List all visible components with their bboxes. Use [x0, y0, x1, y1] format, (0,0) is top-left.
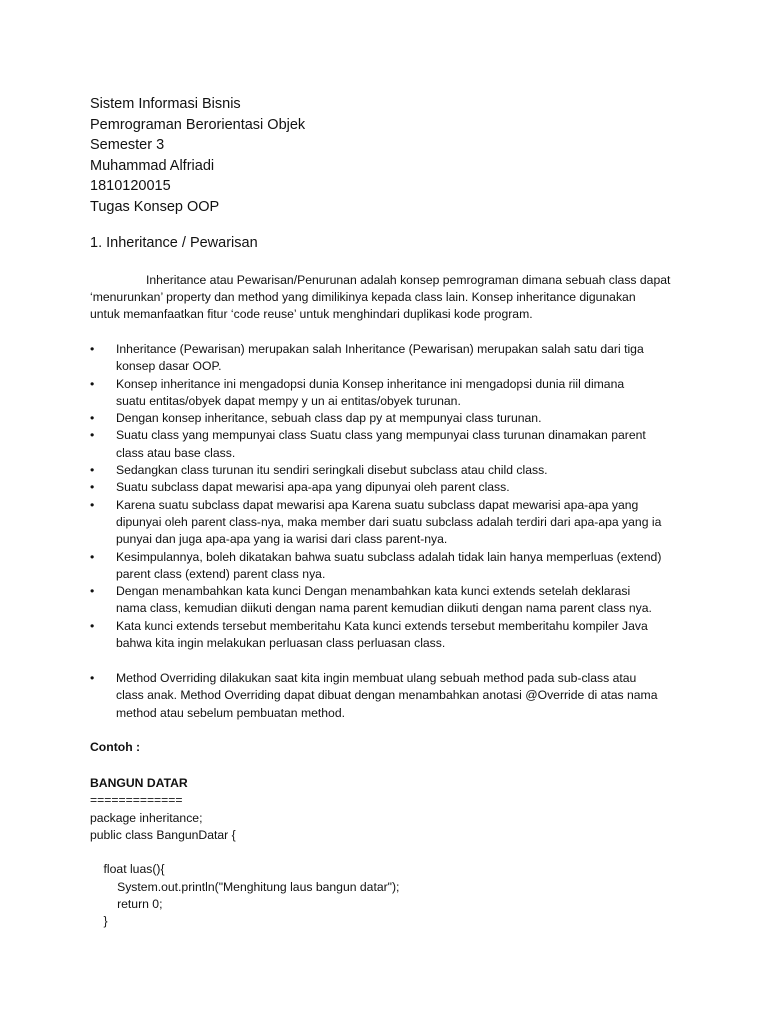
- bullet-marker: •: [90, 671, 95, 685]
- bullet-marker: •: [90, 584, 95, 599]
- code-line: }: [90, 914, 108, 929]
- bullet-text-line: Inheritance (Pewarisan) merupakan salah Inheritance (Pewarisan) merupakan salah satu dari tiga: [116, 342, 644, 356]
- bullet-text-line: Karena suatu subclass dapat mewarisi apa Karena suatu subclass dapat mewarisi apa-apa yang: [116, 497, 639, 512]
- bullet-marker: •: [90, 497, 95, 512]
- code-line: [90, 844, 399, 861]
- bullet-marker: •: [90, 428, 95, 443]
- header-student-name: Muhammad Alfriadi: [90, 157, 215, 174]
- code-line: System.out.println("Menghitung laus bangun datar");: [90, 879, 400, 894]
- bullet-text-line: konsep dasar OOP.: [116, 359, 222, 374]
- bullet-item: [90, 462, 700, 479]
- bullet-marker: •: [90, 411, 95, 426]
- bullet-text-line: suatu entitas/obyek dapat mempy y un ai entitas/obyek turunan.: [116, 393, 461, 408]
- bullet-list: [90, 341, 700, 652]
- code-block: [90, 775, 399, 931]
- bullet-text-line: class anak. Method Overriding dapat dibuat dengan menambahkan anotasi @Override di atas nama: [116, 688, 658, 703]
- header-institution: Sistem Informasi Bisnis: [90, 96, 241, 112]
- bullet-item: [90, 376, 700, 411]
- bullet-item: [90, 410, 700, 427]
- header-assignment: Tugas Konsep OOP: [90, 198, 220, 215]
- bullet-text-line: Dengan konsep inheritance, sebuah class dap py at mempunyai class turunan.: [116, 411, 542, 426]
- code-line: =============: [90, 793, 183, 808]
- bullet-text-line: nama class, kemudian diikuti dengan nama parent kemudian diikuti dengan nama parent class nya.: [116, 601, 652, 616]
- intro-line: Inheritance atau Pewarisan/Penurunan adalah konsep pemrograman dimana sebuah class dapat: [146, 273, 671, 287]
- bullet-item: [90, 549, 700, 584]
- bullet-item: [90, 341, 700, 376]
- bullet-text-line: method atau sebelum pembuatan method.: [116, 705, 346, 720]
- intro-line: ‘menurunkan’ property dan method yang dimilikinya kepada class lain. Konsep inheritance digunakan: [90, 290, 636, 305]
- bullet-marker: •: [90, 376, 95, 391]
- intro-line: untuk memanfaatkan fitur ‘code reuse’ untuk menghindari duplikasi kode program.: [90, 307, 533, 322]
- code-line: package inheritance;: [90, 810, 203, 825]
- bullet-text-line: Konsep inheritance ini mengadopsi dunia Konsep inheritance ini mengadopsi dunia riil dimana: [116, 376, 625, 391]
- header-course: Pemrograman Berorientasi Objek: [90, 116, 306, 133]
- bullet-text-line: Kesimpulannya, boleh dikatakan bahwa suatu subclass adalah tidak lain hanya memperluas (extend): [116, 549, 662, 564]
- bullet-item: [90, 618, 700, 653]
- bullet-text-line: Suatu subclass dapat mewarisi apa-apa yang dipunyai oleh parent class.: [116, 480, 510, 495]
- bullet-marker: •: [90, 480, 95, 495]
- bullet-text-line: Kata kunci extends tersebut memberitahu Kata kunci extends tersebut memberitahu kompiler Java: [116, 618, 648, 633]
- bullet-text-line: punyai dan juga apa-apa yang ia warisi dari class parent-nya.: [116, 532, 448, 547]
- bullet-text-line: parent class (extend) parent class nya.: [116, 566, 326, 581]
- bullet-item: [90, 670, 700, 722]
- code-line: public class BangunDatar {: [90, 827, 236, 842]
- bullet-marker: •: [90, 618, 95, 633]
- bullet-list-override: [90, 670, 700, 722]
- bullet-marker: •: [90, 342, 95, 356]
- bullet-text-line: Dengan menambahkan kata kunci Dengan menambahkan kata kunci extends setelah deklarasi: [116, 584, 631, 599]
- bullet-text-line: dipunyai oleh parent class-nya, maka member dari suatu subclass adalah terdiri dari apa-apa yang ia: [116, 514, 662, 529]
- header-student-id: 1810120015: [90, 178, 171, 194]
- bullet-text-line: Method Overriding dilakukan saat kita ingin membuat ulang sebuah method pada sub-class atau: [116, 671, 637, 685]
- bullet-text-line: Sedangkan class turunan itu sendiri seringkali disebut subclass atau child class.: [116, 463, 548, 478]
- code-line: return 0;: [90, 897, 163, 912]
- bullet-item: [90, 497, 700, 549]
- bullet-item: [90, 583, 700, 618]
- bullet-text-line: class atau base class.: [116, 445, 236, 460]
- example-label: Contoh :: [90, 740, 141, 754]
- bullet-item: [90, 427, 700, 462]
- document-header: [90, 94, 690, 217]
- code-line: float luas(){: [90, 862, 165, 877]
- bullet-text-line: bahwa kita ingin melakukan perluasan class perluasan class.: [116, 636, 446, 651]
- bullet-item: [90, 479, 700, 496]
- intro-paragraph: [90, 272, 700, 324]
- bullet-text-line: Suatu class yang mempunyai class Suatu class yang mempunyai class turunan dinamakan parent: [116, 428, 646, 443]
- section-title: 1. Inheritance / Pewarisan: [90, 235, 258, 251]
- code-heading: BANGUN DATAR: [90, 776, 188, 790]
- header-semester: Semester 3: [90, 137, 165, 153]
- bullet-marker: •: [90, 463, 95, 478]
- bullet-marker: •: [90, 549, 95, 564]
